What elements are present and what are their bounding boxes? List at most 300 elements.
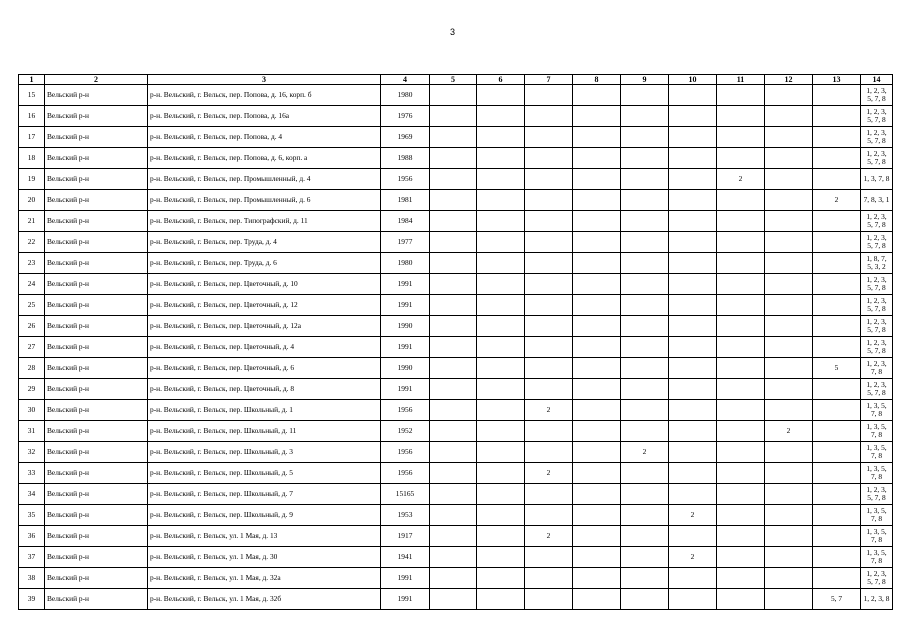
column-header-4: 4 [381, 75, 430, 85]
table-cell-col-9 [621, 337, 669, 358]
table-row [19, 190, 893, 211]
table-cell-col-10 [669, 232, 717, 253]
table-cell-col-14: 1, 2, 3, 5, 7, 8 [861, 85, 893, 106]
table-cell-col-14: 1, 3, 5, 7, 8 [861, 547, 893, 568]
table-row [19, 316, 893, 337]
table-cell-col-11 [717, 358, 765, 379]
table-cell-col-8 [573, 568, 621, 589]
table-cell-col-1: 35 [19, 505, 45, 526]
table-cell-col-12 [765, 484, 813, 505]
table-cell-col-5 [430, 484, 477, 505]
table-cell-col-10 [669, 442, 717, 463]
table-cell-col-5 [430, 211, 477, 232]
table-cell-col-7 [525, 211, 573, 232]
table-cell-col-6 [477, 274, 525, 295]
table-cell-col-13 [813, 547, 861, 568]
table-cell-col-2: Вельский р-н [45, 253, 148, 274]
table-cell-col-4: 1991 [381, 379, 430, 400]
table-cell-col-3: р-н. Вельский, г. Вельск, пер. Школьный, д. 3 [148, 442, 381, 463]
table-cell-col-10 [669, 274, 717, 295]
table-cell-col-4: 1991 [381, 274, 430, 295]
table-cell-col-1: 28 [19, 358, 45, 379]
column-header-9: 9 [621, 75, 669, 85]
table-cell-col-3: р-н. Вельский, г. Вельск, пер. Типографский, д. 11 [148, 211, 381, 232]
table-cell-col-13 [813, 169, 861, 190]
table-cell-col-7 [525, 85, 573, 106]
table-cell-col-14: 1, 2, 3, 5, 7, 8 [861, 232, 893, 253]
table-cell-col-11 [717, 253, 765, 274]
table-cell-col-6 [477, 253, 525, 274]
table-cell-col-1: 25 [19, 295, 45, 316]
table-cell-col-10: 2 [669, 505, 717, 526]
table-cell-col-11 [717, 148, 765, 169]
table-cell-col-9 [621, 169, 669, 190]
table-cell-col-13 [813, 442, 861, 463]
table-cell-col-6 [477, 463, 525, 484]
table-cell-col-10 [669, 400, 717, 421]
table-cell-col-9 [621, 316, 669, 337]
table-cell-col-8 [573, 526, 621, 547]
table-row [19, 589, 893, 610]
table-cell-col-4: 1991 [381, 589, 430, 610]
page-number: 3 [449, 27, 455, 37]
table-cell-col-5 [430, 463, 477, 484]
table-cell-col-9 [621, 106, 669, 127]
table-cell-col-14: 1, 2, 3, 5, 7, 8 [861, 316, 893, 337]
table-cell-col-7 [525, 106, 573, 127]
table-cell-col-12 [765, 463, 813, 484]
table-cell-col-14: 1, 2, 3, 7, 8 [861, 358, 893, 379]
table-row [19, 526, 893, 547]
table-cell-col-10: 2 [669, 547, 717, 568]
table-cell-col-11 [717, 295, 765, 316]
table-cell-col-10 [669, 316, 717, 337]
table-cell-col-4: 1990 [381, 358, 430, 379]
table-cell-col-1: 29 [19, 379, 45, 400]
table-cell-col-8 [573, 421, 621, 442]
table-cell-col-3: р-н. Вельский, г. Вельск, пер. Школьный, д. 9 [148, 505, 381, 526]
table-cell-col-5 [430, 85, 477, 106]
table-cell-col-14: 1, 2, 3, 5, 7, 8 [861, 568, 893, 589]
table-cell-col-7 [525, 484, 573, 505]
table-cell-col-2: Вельский р-н [45, 232, 148, 253]
table-cell-col-5 [430, 505, 477, 526]
table-cell-col-9 [621, 190, 669, 211]
table-cell-col-1: 23 [19, 253, 45, 274]
table-cell-col-12 [765, 148, 813, 169]
table-cell-col-5 [430, 400, 477, 421]
table-cell-col-3: р-н. Вельский, г. Вельск, пер. Школьный, д. 7 [148, 484, 381, 505]
table-cell-col-5 [430, 274, 477, 295]
table-cell-col-11 [717, 232, 765, 253]
table-cell-col-5 [430, 148, 477, 169]
table-cell-col-7 [525, 274, 573, 295]
table-cell-col-8 [573, 85, 621, 106]
table-cell-col-9 [621, 484, 669, 505]
table-cell-col-11 [717, 190, 765, 211]
table-cell-col-13 [813, 568, 861, 589]
table-cell-col-12 [765, 253, 813, 274]
table-cell-col-11 [717, 568, 765, 589]
table-cell-col-3: р-н. Вельский, г. Вельск, пер. Попова, д. 4 [148, 127, 381, 148]
table-cell-col-14: 1, 2, 3, 5, 7, 8 [861, 211, 893, 232]
table-cell-col-6 [477, 379, 525, 400]
table-cell-col-5 [430, 379, 477, 400]
table-cell-col-12 [765, 316, 813, 337]
table-cell-col-1: 17 [19, 127, 45, 148]
table-cell-col-6 [477, 358, 525, 379]
table-cell-col-14: 1, 3, 7, 8 [861, 169, 893, 190]
table-cell-col-14: 1, 2, 3, 5, 7, 8 [861, 379, 893, 400]
column-header-11: 11 [717, 75, 765, 85]
table-cell-col-9 [621, 421, 669, 442]
column-header-14: 14 [861, 75, 893, 85]
table-cell-col-8 [573, 148, 621, 169]
column-header-13: 13 [813, 75, 861, 85]
table-cell-col-8 [573, 127, 621, 148]
table-cell-col-3: р-н. Вельский, г. Вельск, ул. 1 Мая, д. 32б [148, 589, 381, 610]
table-cell-col-2: Вельский р-н [45, 190, 148, 211]
table-cell-col-8 [573, 232, 621, 253]
table-cell-col-9 [621, 148, 669, 169]
table-cell-col-14: 1, 2, 3, 5, 7, 8 [861, 484, 893, 505]
table-cell-col-13 [813, 253, 861, 274]
table-cell-col-1: 22 [19, 232, 45, 253]
table-cell-col-10 [669, 127, 717, 148]
table-cell-col-4: 1991 [381, 295, 430, 316]
table-row [19, 211, 893, 232]
table-body [19, 85, 893, 610]
table-cell-col-12 [765, 232, 813, 253]
table-cell-col-11 [717, 211, 765, 232]
table-cell-col-13 [813, 232, 861, 253]
table-cell-col-3: р-н. Вельский, г. Вельск, пер. Цветочный, д. 6 [148, 358, 381, 379]
table-cell-col-5 [430, 106, 477, 127]
table-cell-col-7 [525, 358, 573, 379]
table-cell-col-4: 1988 [381, 148, 430, 169]
table-cell-col-13 [813, 379, 861, 400]
table-cell-col-2: Вельский р-н [45, 85, 148, 106]
table-cell-col-4: 1991 [381, 337, 430, 358]
table-cell-col-12 [765, 589, 813, 610]
table-cell-col-12 [765, 169, 813, 190]
table-cell-col-2: Вельский р-н [45, 274, 148, 295]
table-cell-col-2: Вельский р-н [45, 400, 148, 421]
table-cell-col-5 [430, 232, 477, 253]
table-cell-col-2: Вельский р-н [45, 211, 148, 232]
table-cell-col-2: Вельский р-н [45, 358, 148, 379]
table-cell-col-9 [621, 400, 669, 421]
table-row [19, 358, 893, 379]
table-cell-col-13 [813, 484, 861, 505]
table-cell-col-4: 1980 [381, 85, 430, 106]
table-cell-col-6 [477, 568, 525, 589]
table-cell-col-5 [430, 295, 477, 316]
table-cell-col-6 [477, 484, 525, 505]
table-cell-col-1: 20 [19, 190, 45, 211]
table-row [19, 547, 893, 568]
table-cell-col-12 [765, 211, 813, 232]
table-cell-col-5 [430, 547, 477, 568]
table-cell-col-8 [573, 463, 621, 484]
table-cell-col-8 [573, 484, 621, 505]
table-cell-col-7 [525, 232, 573, 253]
table-cell-col-6 [477, 127, 525, 148]
table-cell-col-2: Вельский р-н [45, 316, 148, 337]
table-cell-col-1: 15 [19, 85, 45, 106]
table-cell-col-9 [621, 85, 669, 106]
table-cell-col-9 [621, 211, 669, 232]
table-cell-col-2: Вельский р-н [45, 589, 148, 610]
column-header-10: 10 [669, 75, 717, 85]
table-cell-col-9: 2 [621, 442, 669, 463]
table-cell-col-6 [477, 442, 525, 463]
table-cell-col-6 [477, 295, 525, 316]
table-cell-col-10 [669, 484, 717, 505]
table-cell-col-5 [430, 337, 477, 358]
table-cell-col-8 [573, 190, 621, 211]
table-cell-col-2: Вельский р-н [45, 169, 148, 190]
table-cell-col-3: р-н. Вельский, г. Вельск, пер. Школьный, д. 11 [148, 421, 381, 442]
table-cell-col-4: 1956 [381, 169, 430, 190]
table-cell-col-8 [573, 505, 621, 526]
table-cell-col-14: 1, 2, 3, 5, 7, 8 [861, 295, 893, 316]
table-cell-col-13: 5 [813, 358, 861, 379]
table-cell-col-7 [525, 421, 573, 442]
table-cell-col-6 [477, 505, 525, 526]
table-cell-col-3: р-н. Вельский, г. Вельск, пер. Попова, д. 16а [148, 106, 381, 127]
table-row [19, 484, 893, 505]
table-cell-col-14: 1, 3, 5, 7, 8 [861, 463, 893, 484]
table-cell-col-13 [813, 505, 861, 526]
table-cell-col-13 [813, 337, 861, 358]
table-cell-col-2: Вельский р-н [45, 442, 148, 463]
table-cell-col-9 [621, 127, 669, 148]
housing-register-table [18, 74, 893, 610]
table-cell-col-6 [477, 547, 525, 568]
table-cell-col-11 [717, 505, 765, 526]
table-cell-col-8 [573, 589, 621, 610]
table-cell-col-11 [717, 547, 765, 568]
table-row [19, 295, 893, 316]
table-cell-col-8 [573, 316, 621, 337]
table-cell-col-2: Вельский р-н [45, 106, 148, 127]
table-cell-col-4: 1977 [381, 232, 430, 253]
table-cell-col-3: р-н. Вельский, г. Вельск, ул. 1 Мая, д. 30 [148, 547, 381, 568]
table-cell-col-11 [717, 442, 765, 463]
table-cell-col-13 [813, 400, 861, 421]
table-cell-col-3: р-н. Вельский, г. Вельск, пер. Цветочный, д. 12а [148, 316, 381, 337]
table-cell-col-10 [669, 526, 717, 547]
table-cell-col-12 [765, 358, 813, 379]
table-cell-col-7 [525, 337, 573, 358]
table-cell-col-9 [621, 505, 669, 526]
table-cell-col-12 [765, 106, 813, 127]
table-cell-col-12 [765, 85, 813, 106]
table-cell-col-13 [813, 526, 861, 547]
table-cell-col-3: р-н. Вельский, г. Вельск, пер. Школьный, д. 1 [148, 400, 381, 421]
table-cell-col-11 [717, 400, 765, 421]
table-cell-col-7: 2 [525, 400, 573, 421]
table-cell-col-11 [717, 337, 765, 358]
table-cell-col-7 [525, 295, 573, 316]
table-cell-col-9 [621, 295, 669, 316]
table-cell-col-1: 30 [19, 400, 45, 421]
table-cell-col-1: 36 [19, 526, 45, 547]
table-cell-col-7 [525, 253, 573, 274]
table-cell-col-8 [573, 295, 621, 316]
table-cell-col-14: 1, 3, 5, 7, 8 [861, 421, 893, 442]
table-cell-col-10 [669, 295, 717, 316]
table-cell-col-11 [717, 463, 765, 484]
table-row [19, 337, 893, 358]
table-cell-col-11 [717, 85, 765, 106]
table-cell-col-12 [765, 568, 813, 589]
table-cell-col-4: 1991 [381, 568, 430, 589]
table-cell-col-8 [573, 358, 621, 379]
table-row [19, 127, 893, 148]
table-cell-col-14: 7, 8, 3, 1 [861, 190, 893, 211]
table-cell-col-4: 1969 [381, 127, 430, 148]
table-cell-col-11 [717, 484, 765, 505]
table-cell-col-8 [573, 442, 621, 463]
table-cell-col-2: Вельский р-н [45, 127, 148, 148]
table-cell-col-10 [669, 85, 717, 106]
table-cell-col-2: Вельский р-н [45, 421, 148, 442]
table-row [19, 463, 893, 484]
table-cell-col-4: 1980 [381, 253, 430, 274]
table-cell-col-6 [477, 169, 525, 190]
table-cell-col-9 [621, 568, 669, 589]
table-cell-col-14: 1, 2, 3, 5, 7, 8 [861, 274, 893, 295]
table-cell-col-12 [765, 505, 813, 526]
table-cell-col-4: 1984 [381, 211, 430, 232]
table-row [19, 505, 893, 526]
table-cell-col-8 [573, 106, 621, 127]
table-cell-col-6 [477, 190, 525, 211]
table-cell-col-4: 1956 [381, 442, 430, 463]
table-cell-col-11 [717, 274, 765, 295]
table-cell-col-10 [669, 463, 717, 484]
table-cell-col-13 [813, 148, 861, 169]
table-cell-col-8 [573, 211, 621, 232]
table-cell-col-13 [813, 274, 861, 295]
table-cell-col-10 [669, 169, 717, 190]
table-cell-col-11 [717, 589, 765, 610]
table-cell-col-7 [525, 127, 573, 148]
table-cell-col-6 [477, 526, 525, 547]
column-header-8: 8 [573, 75, 621, 85]
table-cell-col-8 [573, 169, 621, 190]
table-cell-col-5 [430, 568, 477, 589]
table-cell-col-1: 39 [19, 589, 45, 610]
table-cell-col-10 [669, 211, 717, 232]
table-cell-col-7 [525, 379, 573, 400]
column-header-6: 6 [477, 75, 525, 85]
table-cell-col-2: Вельский р-н [45, 526, 148, 547]
table-cell-col-14: 1, 3, 5, 7, 8 [861, 442, 893, 463]
table-cell-col-2: Вельский р-н [45, 547, 148, 568]
table-cell-col-14: 1, 2, 3, 5, 7, 8 [861, 127, 893, 148]
table-cell-col-7 [525, 547, 573, 568]
table-cell-col-11 [717, 316, 765, 337]
table-cell-col-2: Вельский р-н [45, 505, 148, 526]
table-cell-col-12 [765, 400, 813, 421]
table-cell-col-10 [669, 148, 717, 169]
table-cell-col-7: 2 [525, 463, 573, 484]
table-cell-col-6 [477, 589, 525, 610]
table-cell-col-7 [525, 190, 573, 211]
table-cell-col-8 [573, 547, 621, 568]
table-cell-col-9 [621, 274, 669, 295]
table-cell-col-13 [813, 106, 861, 127]
table-cell-col-3: р-н. Вельский, г. Вельск, пер. Попова, д. 16, корп. б [148, 85, 381, 106]
table-cell-col-7 [525, 169, 573, 190]
table-cell-col-12 [765, 442, 813, 463]
table-cell-col-2: Вельский р-н [45, 295, 148, 316]
column-header-7: 7 [525, 75, 573, 85]
table-cell-col-4: 1917 [381, 526, 430, 547]
table-cell-col-13: 5, 7 [813, 589, 861, 610]
column-header-5: 5 [430, 75, 477, 85]
table-cell-col-5 [430, 526, 477, 547]
table-cell-col-12 [765, 190, 813, 211]
table-cell-col-3: р-н. Вельский, г. Вельск, пер. Школьный, д. 5 [148, 463, 381, 484]
table-cell-col-4: 1953 [381, 505, 430, 526]
table-cell-col-3: р-н. Вельский, г. Вельск, пер. Цветочный, д. 12 [148, 295, 381, 316]
table-cell-col-12 [765, 379, 813, 400]
table-cell-col-3: р-н. Вельский, г. Вельск, ул. 1 Мая, д. 32а [148, 568, 381, 589]
table-cell-col-10 [669, 337, 717, 358]
table-cell-col-5 [430, 316, 477, 337]
table-cell-col-13: 2 [813, 190, 861, 211]
table-row [19, 232, 893, 253]
table-cell-col-7 [525, 568, 573, 589]
table-cell-col-5 [430, 358, 477, 379]
table-cell-col-6 [477, 337, 525, 358]
table-cell-col-1: 31 [19, 421, 45, 442]
table-cell-col-4: 1956 [381, 400, 430, 421]
table-cell-col-10 [669, 106, 717, 127]
table-cell-col-8 [573, 337, 621, 358]
table-cell-col-1: 27 [19, 337, 45, 358]
table-cell-col-6 [477, 421, 525, 442]
table-cell-col-12 [765, 337, 813, 358]
table-cell-col-3: р-н. Вельский, г. Вельск, пер. Цветочный, д. 10 [148, 274, 381, 295]
table-cell-col-10 [669, 358, 717, 379]
column-header-2: 2 [45, 75, 148, 85]
column-header-3: 3 [148, 75, 381, 85]
table-cell-col-1: 24 [19, 274, 45, 295]
table-cell-col-9 [621, 379, 669, 400]
table-cell-col-10 [669, 589, 717, 610]
table-cell-col-2: Вельский р-н [45, 484, 148, 505]
table-cell-col-10 [669, 253, 717, 274]
table-cell-col-11 [717, 106, 765, 127]
table-cell-col-6 [477, 316, 525, 337]
table-cell-col-7 [525, 316, 573, 337]
table-cell-col-14: 1, 3, 5, 7, 8 [861, 505, 893, 526]
table-cell-col-8 [573, 274, 621, 295]
table-cell-col-14: 1, 2, 3, 5, 7, 8 [861, 337, 893, 358]
table-cell-col-9 [621, 547, 669, 568]
table-cell-col-14: 1, 2, 3, 8 [861, 589, 893, 610]
table-row [19, 442, 893, 463]
table-cell-col-1: 16 [19, 106, 45, 127]
table-cell-col-13 [813, 295, 861, 316]
table-row [19, 148, 893, 169]
table-cell-col-1: 37 [19, 547, 45, 568]
